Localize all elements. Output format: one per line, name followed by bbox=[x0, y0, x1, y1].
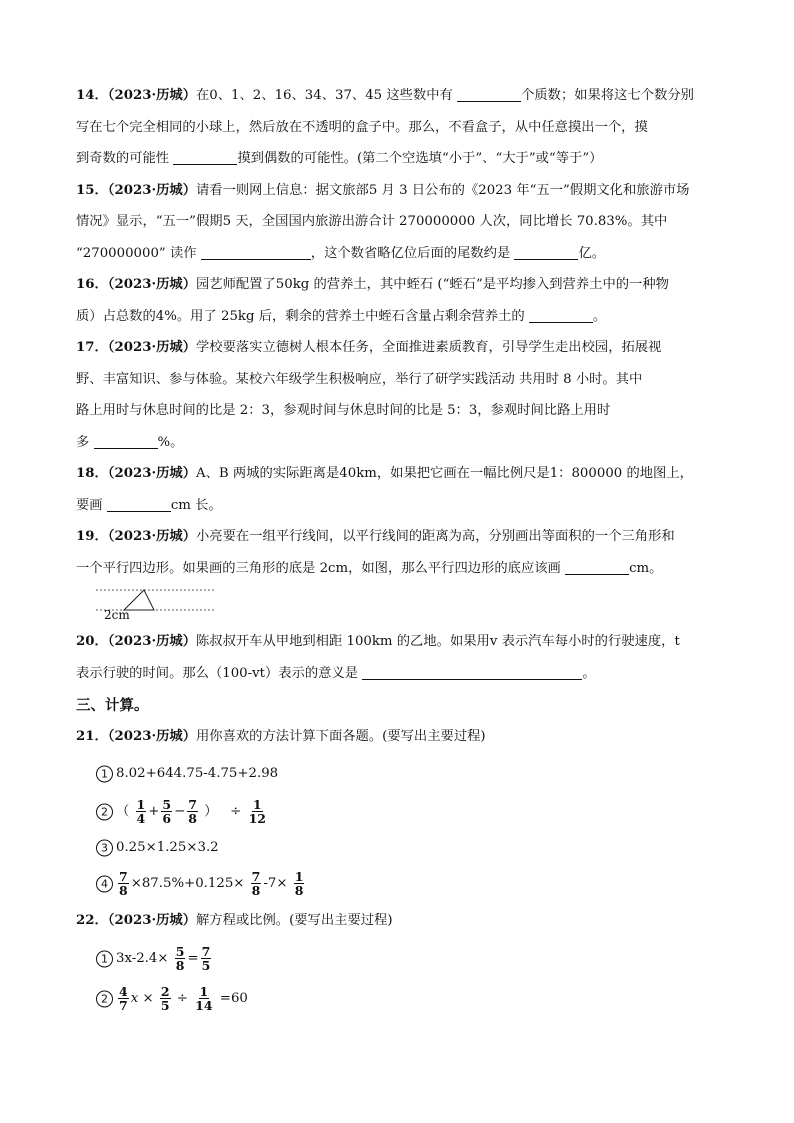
operator: × bbox=[142, 991, 154, 1006]
question-text: cm 长。 bbox=[170, 497, 222, 513]
question-text: 在0、1、2、16、34、37、45 这些数中有 bbox=[196, 88, 458, 103]
denominator: 8 bbox=[175, 958, 185, 973]
fraction bbox=[118, 985, 129, 1012]
fraction bbox=[194, 985, 213, 1012]
denominator: 8 bbox=[251, 882, 261, 898]
question-19 bbox=[76, 521, 726, 584]
question-source-tag: （2023·历城） bbox=[107, 912, 196, 928]
question-source-tag: （2023·历城） bbox=[107, 182, 196, 198]
question-source-tag: （2023·历城） bbox=[107, 529, 196, 544]
expression: 8.02+644.75-4.75+2.98 bbox=[116, 765, 279, 781]
numerator: 7 bbox=[201, 944, 211, 959]
calc-item-4 bbox=[96, 865, 726, 903]
fraction bbox=[251, 870, 262, 897]
question-text: 。 bbox=[582, 665, 596, 681]
question-number: 17． bbox=[76, 340, 108, 355]
question-source-tag: （2023·历城） bbox=[107, 88, 196, 103]
equals-sign: = bbox=[187, 951, 199, 966]
numerator: 5 bbox=[175, 944, 185, 959]
equation-item-2 bbox=[96, 980, 726, 1018]
question-text: 个质数；如果将这七个数分别 bbox=[521, 88, 694, 103]
question-21 bbox=[76, 721, 726, 753]
numerator: 1 bbox=[294, 868, 304, 884]
answer-blank[interactable] bbox=[173, 149, 237, 165]
numerator: 7 bbox=[188, 796, 197, 812]
fraction bbox=[118, 870, 129, 897]
question-text: 一个平行四边形。如果画的三角形的底是 2cm，如图，那么平行四边形的底应该画 bbox=[76, 560, 566, 576]
fraction bbox=[136, 798, 147, 825]
numerator: 4 bbox=[119, 984, 128, 999]
calc-item-3 bbox=[96, 833, 726, 863]
numerator: 1 bbox=[199, 984, 209, 999]
question-source-tag: （2023·历城） bbox=[107, 729, 196, 744]
numerator: 1 bbox=[136, 796, 146, 812]
numerator: 7 bbox=[119, 868, 128, 884]
question-18 bbox=[76, 458, 726, 521]
question-text: 亿。 bbox=[578, 245, 606, 261]
question-number: 16． bbox=[76, 277, 108, 292]
denominator: 14 bbox=[195, 998, 213, 1013]
answer-blank[interactable] bbox=[201, 244, 311, 260]
question-number: 14． bbox=[76, 88, 108, 103]
question-text: ，这个数省略亿位后面的尾数约是 bbox=[310, 245, 515, 261]
question-source-tag: （2023·历城） bbox=[107, 634, 196, 649]
question-text: “270000000” 读作 bbox=[76, 245, 201, 261]
question-text: 质）占总数的4%。用了 25kg 后，剩余的营养土中蛭石含量占剩余营养土的 bbox=[76, 308, 529, 324]
question-text: 野、丰富知识、参与体验。某校六年级学生积极响应，举行了研学实践活动 共用时 8 小时。其中 bbox=[76, 371, 643, 387]
numerator: 1 bbox=[252, 796, 262, 812]
answer-blank[interactable] bbox=[529, 307, 593, 323]
expression: ×87.5%+0.125× bbox=[130, 875, 245, 891]
triangle-base-label: 2cm bbox=[104, 608, 130, 622]
numerator: 5 bbox=[162, 796, 172, 812]
question-text: 多 bbox=[76, 434, 94, 450]
circled-number: 4 bbox=[96, 875, 113, 892]
variable-x: x bbox=[130, 991, 139, 1006]
question-number: 20． bbox=[76, 634, 108, 649]
question-20 bbox=[76, 626, 726, 689]
fraction bbox=[175, 945, 186, 972]
answer-blank[interactable] bbox=[362, 664, 582, 680]
question-number: 19． bbox=[76, 529, 108, 544]
question-source-tag: （2023·历城） bbox=[107, 277, 196, 292]
question-number: 22． bbox=[76, 912, 108, 928]
denominator: 8 bbox=[188, 810, 197, 826]
denominator: 8 bbox=[119, 882, 128, 898]
question-text: 用你喜欢的方法计算下面各题。(要写出主要过程) bbox=[196, 729, 486, 744]
denominator: 6 bbox=[162, 810, 172, 826]
question-text: 解方程或比例。(要写出主要过程) bbox=[196, 912, 393, 928]
operator: + bbox=[148, 803, 160, 819]
question-16 bbox=[76, 269, 726, 332]
answer-blank[interactable] bbox=[107, 496, 171, 512]
question-text: 到奇数的可能性 bbox=[76, 151, 174, 166]
equation-item-1 bbox=[96, 940, 726, 978]
denominator: 8 bbox=[294, 882, 304, 898]
denominator: 5 bbox=[160, 998, 170, 1013]
fraction bbox=[187, 798, 198, 825]
answer-blank[interactable] bbox=[457, 86, 521, 102]
question-22 bbox=[76, 905, 726, 937]
circled-number: 1 bbox=[96, 765, 113, 782]
circled-number: 1 bbox=[96, 951, 113, 968]
fraction bbox=[201, 945, 212, 972]
question-text: 摸到偶数的可能性。(第二个空选填“小于”、“大于”或“等于”） bbox=[237, 151, 603, 166]
question-15 bbox=[76, 175, 726, 270]
worksheet-page bbox=[76, 80, 726, 1018]
question-text: 请看一则网上信息：据文旅部5 月 3 日公布的《2023 年“五一”假期文化和旅游市场 bbox=[196, 182, 690, 198]
fraction bbox=[294, 870, 305, 897]
question-number: 21． bbox=[76, 729, 108, 744]
question-text: 小亮要在一组平行线间，以平行线间的距离为高，分别画出等面积的一个三角形和 bbox=[196, 529, 675, 544]
expression: 0.25×1.25×3.2 bbox=[116, 839, 219, 855]
expression: -7× bbox=[263, 875, 288, 891]
question-source-tag: （2023·历城） bbox=[107, 340, 196, 355]
triangle-shape bbox=[124, 590, 154, 610]
question-number: 15． bbox=[76, 182, 108, 198]
circled-number: 2 bbox=[96, 991, 113, 1008]
question-source-tag: （2023·历城） bbox=[107, 466, 196, 481]
answer-blank[interactable] bbox=[565, 559, 629, 575]
question-text: 路上用时与休息时间的比是 2：3，参观时间与休息时间的比是 5：3，参观时间比路上用时 bbox=[76, 403, 611, 418]
question-text: A、B 两城的实际距离是40km，如果把它画在一幅比例尺是1：800000 的地图上， bbox=[196, 466, 693, 481]
operator: ÷ bbox=[176, 991, 188, 1006]
parallel-lines-triangle-figure bbox=[96, 584, 726, 624]
fraction bbox=[160, 985, 171, 1012]
question-text: 学校要落实立德树人根本任务，全面推进素质教育，引导学生走出校园，拓展视 bbox=[196, 340, 662, 355]
denominator: 12 bbox=[248, 810, 266, 826]
answer-blank[interactable] bbox=[94, 433, 158, 449]
question-text: 陈叔叔开车从甲地到相距 100km 的乙地。如果用v 表示汽车每小时的行驶速度，t bbox=[196, 634, 680, 649]
question-text: 写在七个完全相同的小球上，然后放在不透明的盒子中。那么，不看盒子，从中任意摸出一个，摸 bbox=[76, 119, 648, 135]
expression: 3x-2.4× bbox=[116, 951, 169, 966]
operator: ÷ bbox=[230, 803, 242, 819]
circled-number: 3 bbox=[96, 839, 113, 856]
question-text: %。 bbox=[157, 434, 184, 450]
denominator: 7 bbox=[119, 998, 128, 1013]
answer-blank[interactable] bbox=[514, 244, 578, 260]
question-text: 园艺师配置了50kg 的营养土，其中蛭石 (“蛭石”是平均掺入到营养土中的一种物 bbox=[196, 277, 669, 292]
question-text: 。 bbox=[592, 308, 607, 324]
operator: − bbox=[174, 803, 186, 819]
equals-value: =60 bbox=[219, 991, 248, 1006]
denominator: 4 bbox=[136, 810, 146, 826]
fraction bbox=[248, 798, 267, 825]
question-text: 表示行驶的时间。那么（100-vt）表示的意义是 bbox=[76, 665, 363, 681]
numerator: 7 bbox=[251, 868, 261, 884]
close-paren: ） bbox=[204, 803, 218, 819]
calc-item-1 bbox=[96, 759, 726, 789]
question-17 bbox=[76, 332, 726, 458]
section-heading: 三、计算。 bbox=[76, 697, 149, 714]
question-text: cm。 bbox=[629, 560, 663, 576]
question-number: 18． bbox=[76, 466, 108, 481]
fraction bbox=[161, 798, 172, 825]
question-text: 情况》显示，“五一”假期5 天，全国国内旅游出游合计 270000000 人次，同比增长 70.83%。其中 bbox=[76, 214, 668, 229]
numerator: 2 bbox=[160, 984, 170, 999]
question-text: 要画 bbox=[76, 497, 107, 513]
calc-item-2 bbox=[96, 793, 726, 831]
circled-number: 2 bbox=[96, 803, 113, 820]
denominator: 5 bbox=[201, 958, 211, 973]
open-paren: （ bbox=[116, 803, 130, 819]
question-14 bbox=[76, 80, 726, 175]
